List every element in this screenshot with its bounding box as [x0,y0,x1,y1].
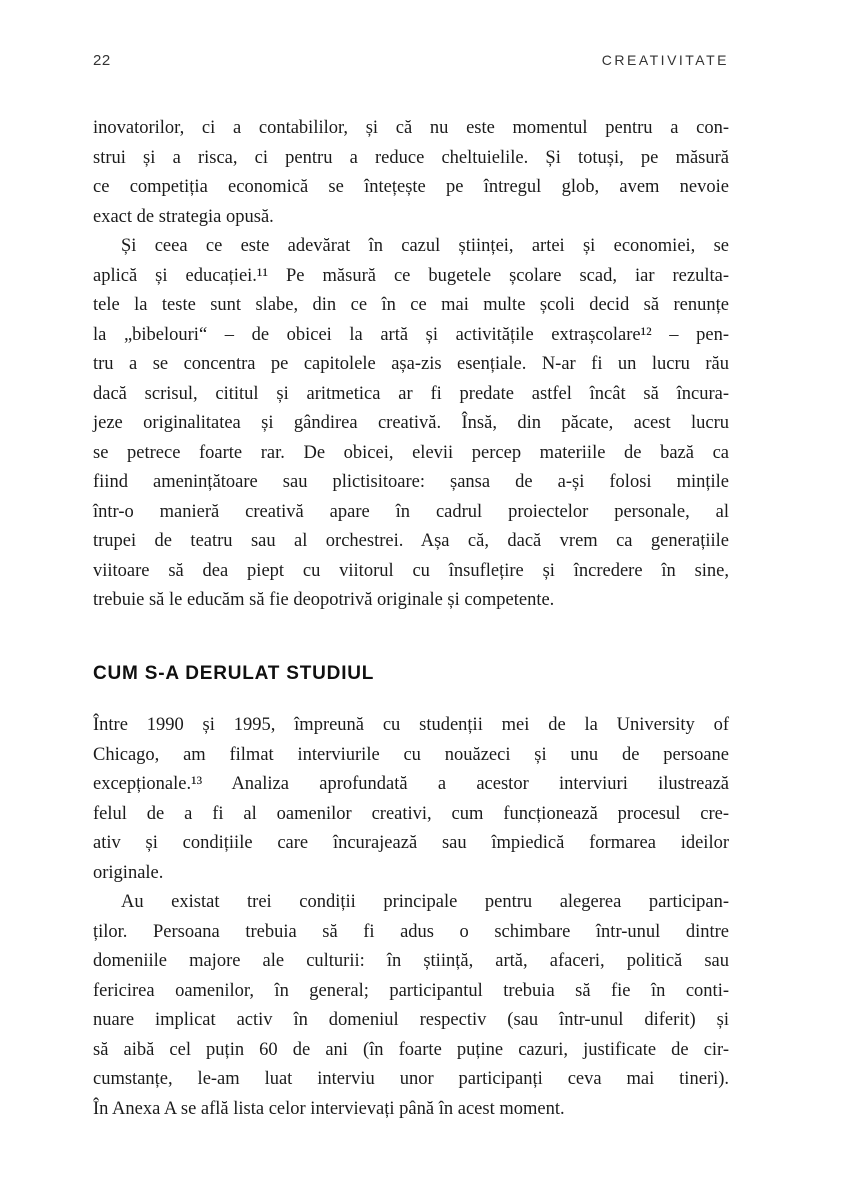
text-line: Chicago, am filmat interviurile cu nouăzeci și unu de persoane [93,744,729,765]
text-line: să aibă cel puțin 60 de ani (în foarte puține cazuri, justificate de cir- [93,1039,729,1060]
text-line: În Anexa A se află lista celor intervievați până în acest moment. [93,1098,565,1119]
text-line: excepționale.¹³ Analiza aprofundată a acestor interviuri ilustrează [93,774,729,794]
paragraph [93,711,729,888]
text-line: originale. [93,862,164,883]
page-content [93,114,729,1124]
text-line: fericirea oamenilor, în general; participantul trebuia să fie în conti- [93,980,729,1001]
text-line: Între 1990 și 1995, împreună cu studenții mei de la University of [93,715,729,735]
paragraph [93,888,729,1124]
text-line: Au existat trei condiții principale pentru alegerea participan- [121,892,729,912]
text-line: nuare implicat activ în domeniul respectiv (sau într-unul diferit) și [93,1010,729,1030]
section-heading: CUM S-A DERULAT STUDIUL [93,662,375,684]
paragraph [93,232,729,616]
text-line: ților. Persoana trebuia să fi adus o schimbare într-unul dintre [93,921,729,942]
text-line: într-o manieră creativă apare în cadrul proiectelor personale, al [93,501,729,522]
text-line: se petrece foarte rar. De obicei, elevii percep materiile de bază ca [93,442,729,463]
text-line: fiind amenințătoare sau plictisitoare: șansa de a-și folosi mințile [93,472,729,492]
running-title: CREATIVITATE [601,52,729,68]
page-number: 22 [93,52,111,69]
text-line: aplică și educației.¹¹ Pe măsură ce bugetele școlare scad, iar rezulta- [93,265,729,286]
text-line: la „bibelouri“ – de obicei la artă și activitățile extrașcolare¹² – pen- [93,324,729,345]
paragraph [93,114,729,232]
text-line: exact de strategia opusă. [93,206,274,227]
text-line: viitoare să dea piept cu viitorul cu însuflețire și încredere în sine, [93,560,729,581]
text-line: inovatorilor, ci a contabililor, și că nu este momentul pentru a con- [93,118,729,138]
text-line: domeniile majore ale culturii: în știință, artă, afaceri, politică sau [93,951,729,971]
text-line: dacă scrisul, cititul și aritmetica ar fi predate astfel încât să încura- [93,383,729,404]
text-line: trupei de teatru sau al orchestrei. Așa că, dacă vrem ca generațiile [93,531,729,551]
text-line: felul de a fi al oamenilor creativi, cum funcționează procesul cre- [93,803,729,824]
text-line: trebuie să le educăm să fie deopotrivă originale și competente. [93,590,555,610]
text-line: ativ și condițiile care încurajează sau împiedică formarea ideilor [93,833,729,853]
text-line: strui și a risca, ci pentru a reduce cheltuielile. Și totuși, pe măsură [93,147,729,168]
text-line: jeze originalitatea și gândirea creativă. Însă, din păcate, acest lucru [93,413,729,433]
text-line: cumstanțe, le-am luat interviu unor participanți ceva mai tineri). [93,1069,729,1089]
text-line: tru a se concentra pe capitolele așa-zis esențiale. N-ar fi un lucru rău [93,354,729,374]
text-line: Și ceea ce este adevărat în cazul științei, artei și economiei, se [121,236,729,256]
text-line: tele la teste sunt slabe, din ce în ce mai multe școli decid să renunțe [93,295,729,315]
running-header [93,52,729,69]
text-line: ce competiția economică se întețește pe întregul glob, avem nevoie [93,177,729,197]
